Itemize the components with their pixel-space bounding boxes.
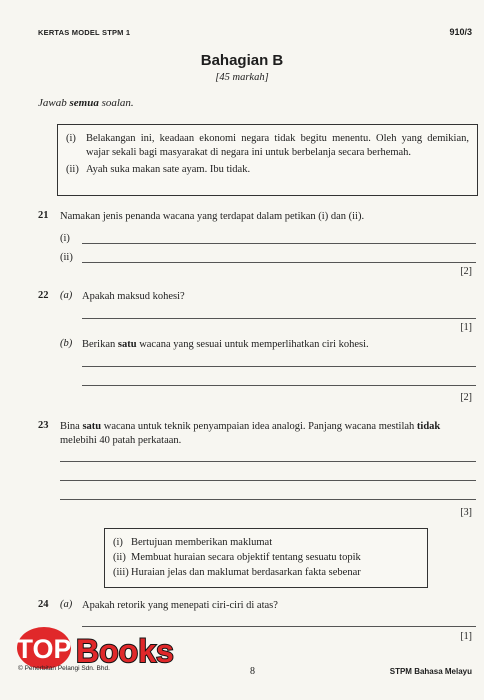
- section-title: Bahagian B: [200, 52, 284, 69]
- question-21-text: Namakan jenis penanda wacana yang terdapat dalam petikan (i) dan (ii).: [60, 211, 365, 222]
- page-number: 8: [250, 666, 255, 677]
- question-number-23: 23: [38, 420, 49, 431]
- part-label-a: (a): [60, 599, 73, 610]
- question-24a-text: Apakah retorik yang menepati ciri-ciri di atas?: [82, 600, 278, 611]
- answer-line: [60, 480, 476, 481]
- answer-line: [60, 499, 476, 500]
- paper-code: 910/3: [449, 27, 472, 37]
- answer-line: [60, 461, 476, 462]
- question-number-22: 22: [38, 290, 49, 301]
- marks-q24a: [1]: [460, 631, 472, 642]
- answer-line: [82, 243, 476, 244]
- instruction: Jawab semua soalan.: [38, 97, 134, 109]
- publisher-credit: © Penerbitan Pelangi Sdn. Bhd.: [18, 665, 110, 672]
- question-number-24: 24: [38, 599, 49, 610]
- marks-q23: [3]: [460, 507, 472, 518]
- criteria-item: (ii) Membuat huraian secara objektif tentang sesuatu topik: [113, 552, 361, 563]
- subject-footer: STPM Bahasa Melayu: [389, 667, 472, 676]
- criteria-item: (i) Bertujuan memberikan maklumat: [113, 537, 273, 548]
- watermark-text-books: Books: [76, 633, 174, 669]
- paper-header-title: KERTAS MODEL STPM 1: [38, 28, 131, 37]
- part-label-b: (b): [60, 338, 73, 349]
- marks-q22b: [2]: [460, 392, 472, 403]
- criteria-item: (iii) Huraian jelas dan maklumat berdasarkan fakta sebenar: [113, 567, 361, 578]
- criteria-box: [104, 528, 428, 588]
- answer-line: [82, 262, 476, 263]
- marks-q21: [2]: [460, 266, 472, 277]
- passage-box: [57, 124, 478, 196]
- passage-item: (ii) Ayah suka makan sate ayam. Ibu tidak.: [66, 164, 251, 175]
- marks-q22a: [1]: [460, 322, 472, 333]
- answer-line: [82, 318, 476, 319]
- answer-label-ii: (ii): [60, 252, 73, 263]
- watermark-text-top: TOP: [16, 634, 72, 664]
- answer-line: [82, 366, 476, 367]
- question-22b-text: Berikan satu wacana yang sesuai untuk memperlihatkan ciri kohesi.: [82, 339, 369, 350]
- section-total-marks: [45 markah]: [215, 72, 269, 83]
- question-23-text: Bina satu wacana untuk teknik penyampaian idea analogi. Panjang wacana mestilah tidak melebihi 40 patah perkataan.: [60, 421, 441, 446]
- answer-label-i: (i): [60, 233, 70, 244]
- question-22a-text: Apakah maksud kohesi?: [82, 291, 185, 302]
- answer-line: [82, 385, 476, 386]
- part-label-a: (a): [60, 290, 73, 301]
- passage-item: (i) Belakangan ini, keadaan ekonomi negara tidak begitu menentu. Oleh yang demikian, wajar sekali bagi masyarakat di negara ini untuk berbelanja secara berhemah.: [66, 133, 469, 158]
- question-number-21: 21: [38, 210, 49, 221]
